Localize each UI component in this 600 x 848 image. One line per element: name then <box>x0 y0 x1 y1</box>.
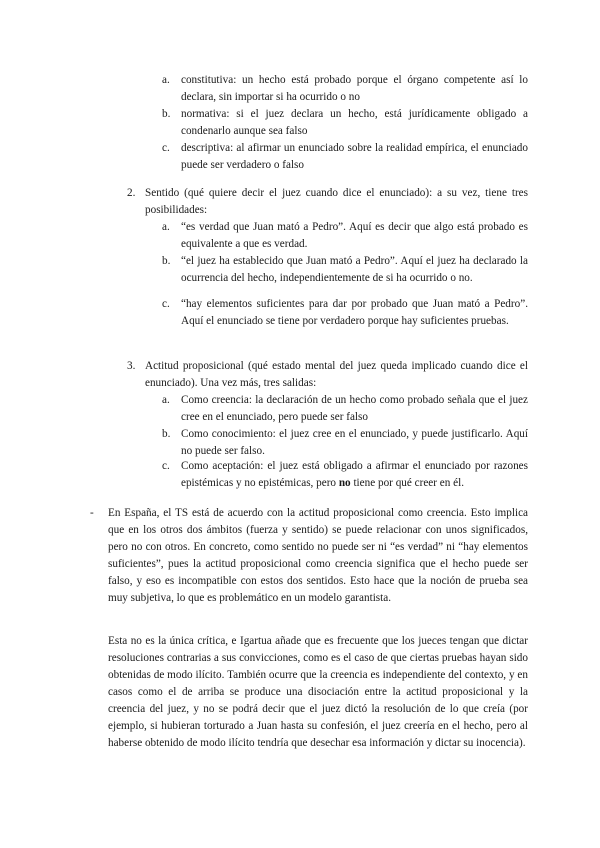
list-marker: b. <box>162 428 171 440</box>
numbered-marker: 3. <box>127 360 136 372</box>
list-item-sentido-b: “el juez ha establecido que Juan mató a Pedro”. Aquí el juez ha declarado la ocurrencia del hecho, independientemente de si ha ocurrido o no. <box>181 255 528 284</box>
list-item-constitutiva: constitutiva: un hecho está probado porque el órgano competente así lo declara, sin importar si ha ocurrido o no <box>181 74 528 103</box>
list-item-conocimiento: Como conocimiento: el juez cree en el enunciado, y puede justificarlo. Aquí no puede ser falso. <box>181 428 528 457</box>
point-actitud-proposicional: Actitud proposicional (qué estado mental del juez queda implicado cuando dice el enunciado). Una vez más, tres salidas: <box>145 360 528 389</box>
list-item-sentido-a: “es verdad que Juan mató a Pedro”. Aquí es decir que algo está probado es equivalente a que es verdad. <box>181 221 528 250</box>
bullet-paragraph: En España, el TS está de acuerdo con la actitud proposicional como creencia. Esto implica que en los otros dos ámbitos (fuerza y sentido) se puede relacionar con unos significados, pero no con otros. En concreto, como sentido no puede ser ni “es verdad” ni “hay elementos suficientes”, pues la actitud proposicional como creencia significa que el hecho puede ser falso, y eso es incompatible con estos dos sentidos. Esto hace que la noción de prueba sea muy subjetiva, lo que es problemático en un modelo garantista. <box>108 507 528 604</box>
list-item-descriptiva: descriptiva: al afirmar un enunciado sobre la realidad empírica, el enunciado puede ser verdadero o falso <box>181 142 528 171</box>
list-item-creencia: Como creencia: la declaración de un hecho como probado señala que el juez cree en el enunciado, pero puede ser falso <box>181 394 528 423</box>
list-marker: a. <box>162 221 170 233</box>
list-marker: a. <box>162 74 170 86</box>
aceptacion-text-after: tiene por qué creer en él. <box>350 477 465 489</box>
list-marker: c. <box>162 460 170 472</box>
list-marker: b. <box>162 108 171 120</box>
list-marker: c. <box>162 142 170 154</box>
closing-paragraph: Esta no es la única crítica, e Igartua añade que es frecuente que los jueces tengan que dictar resoluciones contrarias a sus convicciones, como es el caso de que ciertas pruebas hayan sido obtenidas de modo ilícito. También ocurre que la creencia es independiente del contexto, y en casos como el de arriba se produce una disociación entre la actitud proposicional y la creencia del juez, y no se podrá decir que el juez dictó la resolución de lo que creía (por ejemplo, si hubieran torturado a Juan hasta su confesión, el juez creería en el hecho, pero al haberse obtenido de modo ilícito tendría que desechar esa información y dictar su inocencia). <box>108 635 528 749</box>
bold-no: no <box>338 477 351 489</box>
point-sentido: Sentido (qué quiere decir el juez cuando dice el enunciado): a su vez, tiene tres posibilidades: <box>145 187 528 216</box>
numbered-marker: 2. <box>127 187 136 199</box>
list-marker: c. <box>162 298 170 310</box>
list-marker: a. <box>162 394 170 406</box>
list-item-aceptacion <box>181 458 528 492</box>
list-item-sentido-c: “hay elementos suficientes para dar por probado que Juan mató a Pedro”. Aquí el enunciado se tiene por verdadero porque hay suficientes pruebas. <box>181 298 528 327</box>
list-item-normativa: normativa: si el juez declara un hecho, está jurídicamente obligado a condenarlo aunque sea falso <box>181 108 528 137</box>
aceptacion-text-before: Como aceptación: el juez está obligado a afirmar el enunciado por razones epistémicas y no epistémicas, pero <box>181 460 528 489</box>
bullet-dash: - <box>90 507 94 519</box>
list-marker: b. <box>162 255 171 267</box>
